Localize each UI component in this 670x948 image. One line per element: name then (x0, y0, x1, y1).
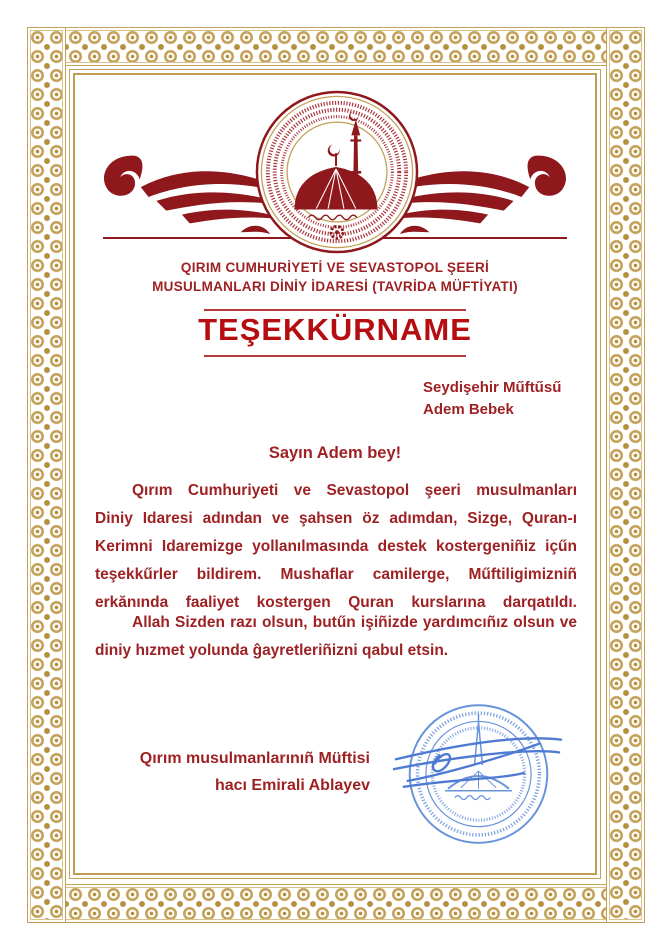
blue-round-mosque-stamp-icon (392, 696, 564, 854)
signer-name: hacı Emirali Ablayev (214, 777, 370, 794)
paragraph2-line-2: diniy hızmet yolunda ĝayretleriñizni qabul etsin. (95, 642, 449, 659)
body-paragraph-1 (95, 477, 577, 617)
signature-block (80, 745, 370, 799)
paragraph1-line-3: Kerimni Idaremizge yollanılmasında destek kostergeniñiz içűn (95, 538, 577, 555)
paragraph1-line-4: teşekkűrler bildirem. Mushaflar camilerge, Műftiligimizniñ (95, 566, 577, 583)
handwritten-signature-icon (394, 738, 561, 786)
gold-arabesque-border-bottom (27, 884, 645, 923)
muftiyat-mosque-seal-icon (253, 88, 421, 256)
recipient-title: Seydişehir Műftűsű (423, 379, 562, 396)
paragraph1-line-5: erkănında faaliyet kostergen Quran kurslarına darqatıldı. (95, 594, 577, 611)
gold-arabesque-border-left (27, 27, 66, 923)
gold-arabesque-border-top (27, 27, 645, 66)
paragraph2-line-1: Allah Sizden razı olsun, butűn işiñizde yardımcıñız olsun ve (132, 614, 577, 631)
organization-name-line2: MUSULMANLARI DİNİY İDARESİ (TAVRİDA MÜFTİYATI) (152, 279, 518, 294)
certificate-title: TEŞEKKÜRNAME (198, 312, 472, 347)
recipient-block (423, 377, 561, 421)
title-rule-bottom (204, 355, 466, 357)
paragraph1-line-2: Diniy Idaresi adından ve şahsen öz adımdan, Sizge, Quran-ı (95, 510, 577, 527)
paragraph1-line-1: Qırım Cumhuriyeti ve Sevastopol şeeri musulmanları (132, 482, 577, 499)
recipient-name: Adem Bebek (423, 401, 514, 418)
organization-name-line1: QIRIM CUMHURİYETİ VE SEVASTOPOL ŞEERİ (180, 260, 490, 275)
salutation: Sayın Adem bey! (268, 444, 402, 462)
body-paragraph-2 (95, 609, 577, 665)
title-rule-top (204, 309, 466, 311)
signer-title: Qırım musulmanlarınıñ Müftisi (139, 750, 370, 767)
gold-arabesque-border-right (606, 27, 645, 923)
